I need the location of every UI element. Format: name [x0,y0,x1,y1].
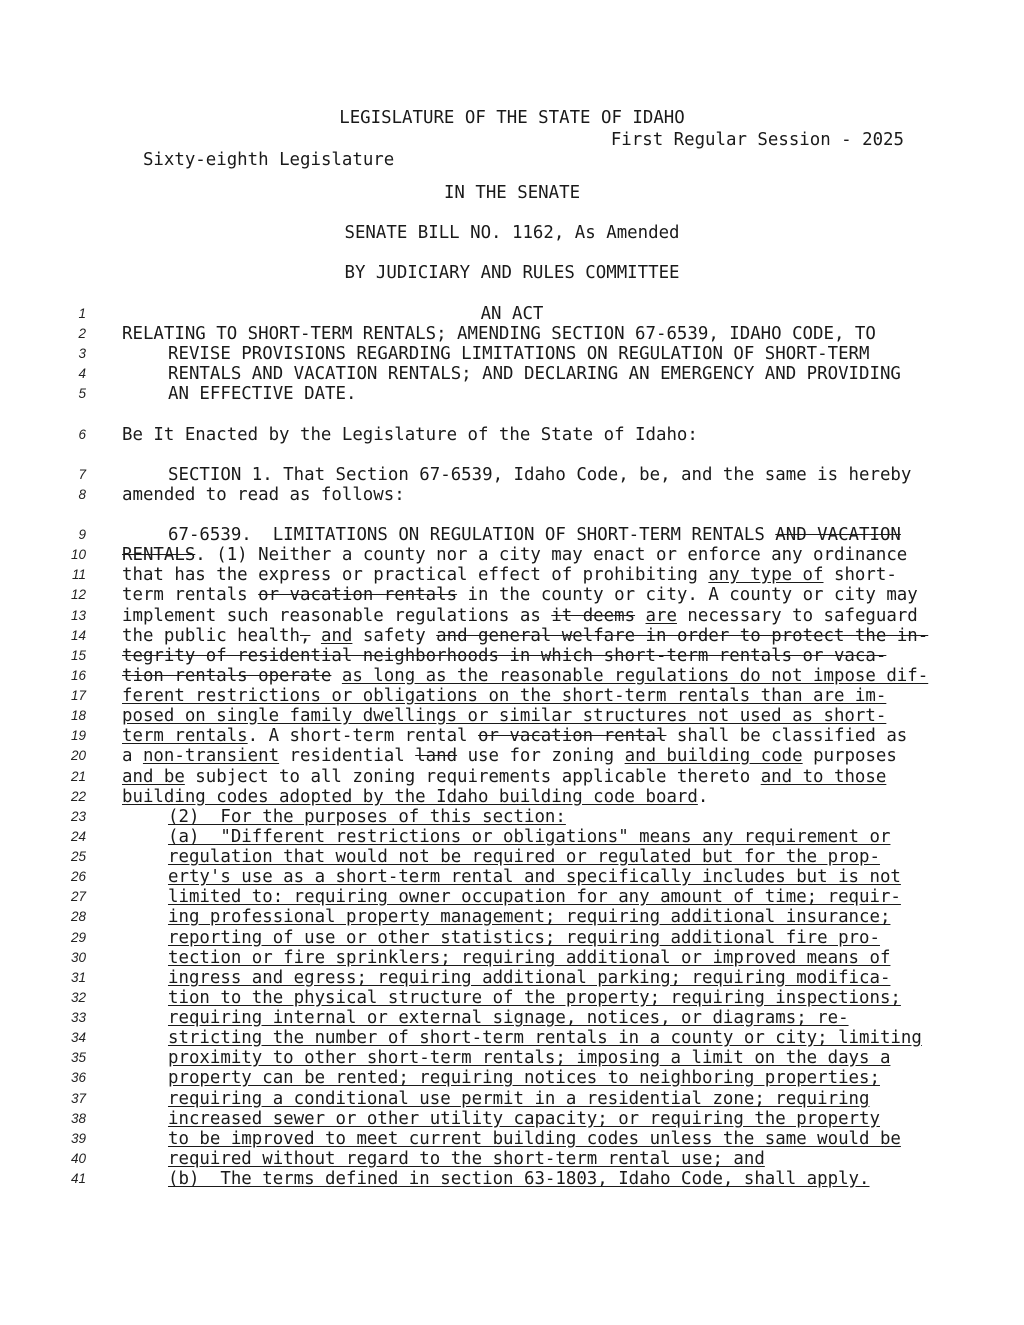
line-number: 36 [70,1070,86,1085]
text-line [168,1149,765,1169]
line-number: 40 [70,1151,86,1166]
text-span: short- [823,565,897,585]
inserted-text: proximity to other short-term rentals; imposing a limit on the days a [168,1048,891,1068]
text-line [122,686,886,706]
text-line [168,1129,901,1149]
text-line [168,1008,849,1028]
title-line: AN EFFECTIVE DATE. [168,384,357,404]
line-number: 14 [70,628,86,643]
line-number: 35 [70,1050,86,1065]
inserted-text: tion to the physical structure of the property; requiring inspections; [168,988,901,1008]
text-span: that has the express or practical effect of prohibiting [122,565,709,585]
inserted-text: any type of [708,565,824,585]
text-line [168,988,901,1008]
line-number: 24 [70,829,86,844]
inserted-text: requiring a conditional use permit in a residential zone; requiring [168,1089,870,1109]
line-number: 9 [78,527,86,542]
line-number: 21 [70,769,86,784]
inserted-text: are [645,606,677,626]
inserted-text: and be [122,767,185,787]
section-heading: SECTION 1. That Section 67-6539, Idaho Code, be, and the same is hereby [168,465,912,485]
text-line [168,525,901,545]
line-number: 37 [70,1091,86,1106]
line-number: 16 [70,668,86,683]
deleted-text: and general welfare in order to protect the in- [436,626,929,646]
inserted-text: ing professional property management; requiring additional insurance; [168,907,891,927]
line-number: 29 [70,930,86,945]
text-line [122,726,907,746]
line-number: 27 [70,889,86,904]
text-line [168,907,890,927]
enacting-clause: Be It Enacted by the Legislature of the State of Idaho: [122,425,698,445]
line-number: 10 [70,547,86,562]
inserted-text: (b) The terms defined in section 63-1803, Idaho Code, shall apply. [168,1169,870,1189]
text-line [168,928,880,948]
text-line [122,565,897,585]
text-span: residential [279,746,416,766]
line-number: 6 [78,427,86,442]
inserted-text: required without regard to the short-term rental use; and [168,1149,765,1169]
deleted-text: tegrity of residential neighborhoods in which short-term rentals or vaca- [122,646,887,666]
line-number: 28 [70,909,86,924]
line-number: 11 [71,567,86,582]
text-span: a [122,746,143,766]
text-span: use for zoning [457,746,625,766]
text-line [168,1109,880,1129]
line-number: 23 [70,809,86,824]
inserted-text: erty's use as a short-term rental and specifically includes but is not [168,867,901,887]
session-label: First Regular Session - 2025 [610,130,904,150]
inserted-text: as long as the reasonable regulations do not impose dif- [341,666,929,686]
legislature-title: LEGISLATURE OF THE STATE OF IDAHO [339,108,685,128]
inserted-text: ferent restrictions or obligations on the short-term rentals than are im- [122,686,887,706]
inserted-text: reporting of use or other statistics; requiring additional fire pro- [168,928,880,948]
line-number: 15 [70,648,86,663]
deleted-text: RENTALS [122,545,196,565]
text-line [168,968,890,988]
title-line: RELATING TO SHORT-TERM RENTALS; AMENDING SECTION 67-6539, IDAHO CODE, TO [122,324,876,344]
text-span: safety [352,626,437,646]
text-line [122,585,918,605]
deleted-text: it deems [551,606,636,626]
inserted-text: and building code [624,746,803,766]
text-line [122,626,928,646]
deleted-text: AND VACATION [775,525,901,545]
text-span [310,626,320,646]
line-number: 4 [78,366,86,381]
text-line: amended to read as follows: [122,485,405,505]
line-number: 8 [78,487,86,502]
line-number: 7 [78,467,86,482]
text-span: implement such reasonable regulations as [122,606,552,626]
line-number: 31 [70,970,86,985]
text-line [122,666,928,686]
text-line [168,827,890,847]
line-number: 30 [70,950,86,965]
text-line [122,767,886,787]
text-line [168,867,901,887]
text-line [122,787,708,807]
inserted-text: stricting the number of short-term rentals in a county or city; limiting [168,1028,922,1048]
line-number: 5 [78,386,86,401]
line-number: 18 [70,708,86,723]
text-span: the public health [122,626,300,646]
text-line [168,847,880,867]
act-heading: AN ACT [480,304,544,324]
line-number: 26 [70,869,86,884]
line-number: 32 [70,990,86,1005]
title-line: REVISE PROVISIONS REGARDING LIMITATIONS ON REGULATION OF SHORT-TERM [168,344,870,364]
line-number: 19 [70,728,86,743]
line-number: 12 [70,587,86,602]
text-line [168,1089,870,1109]
text-line [168,948,890,968]
text-span [331,666,341,686]
deleted-text: land [415,746,458,766]
title-line: RENTALS AND VACATION RENTALS; AND DECLARING AN EMERGENCY AND PROVIDING [168,364,901,384]
text-span [635,606,645,626]
text-line [168,1169,870,1189]
inserted-text: property can be rented; requiring notices to neighboring properties; [168,1068,880,1088]
text-span: purposes [802,746,897,766]
inserted-text: posed on single family dwellings or similar structures not used as short- [122,706,887,726]
legislature-number: Sixty-eighth Legislature [142,150,395,170]
deleted-text: tion rentals operate [122,666,332,686]
inserted-text: limited to: requiring owner occupation for any amount of time; requir- [168,887,901,907]
text-line [122,545,907,565]
inserted-text: tection or fire sprinklers; requiring additional or improved means of [168,948,891,968]
line-number: 3 [78,346,86,361]
line-number: 33 [70,1010,86,1025]
text-span: . (1) Neither a county nor a city may enact or enforce any ordinance [195,545,908,565]
committee-heading: BY JUDICIARY AND RULES COMMITTEE [344,263,680,283]
deleted-text: or vacation rentals [258,585,458,605]
inserted-text: (a) "Different restrictions or obligations" means any requirement or [168,827,891,847]
text-line [122,746,897,766]
line-number: 25 [70,849,86,864]
line-number: 22 [70,789,86,804]
text-span: subject to all zoning requirements applicable thereto [184,767,761,787]
line-number: 20 [70,748,86,763]
inserted-text: and [320,626,353,646]
line-number: 34 [70,1030,86,1045]
chamber-heading: IN THE SENATE [443,183,581,203]
inserted-text: non-transient [142,746,280,766]
text-line [122,706,886,726]
text-line [168,887,901,907]
text-span: . [697,787,709,807]
inserted-text: regulation that would not be required or regulated but for the prop- [168,847,880,867]
inserted-text: ingress and egress; requiring additional parking; requiring modifica- [168,968,891,988]
text-span: in the county or city. A county or city may [457,585,918,605]
text-line [168,1068,880,1088]
line-number: 39 [70,1131,86,1146]
text-span: term rentals [122,585,259,605]
inserted-text: to be improved to meet current building codes unless the same would be [168,1129,901,1149]
inserted-text: building codes adopted by the Idaho building code board [122,787,698,807]
section-caption: 67-6539. LIMITATIONS ON REGULATION OF SHORT-TERM RENTALS [168,525,776,545]
inserted-text: term rentals [122,726,248,746]
text-line [122,646,886,666]
text-line [168,807,566,827]
inserted-text: requiring internal or external signage, notices, or diagrams; re- [168,1008,849,1028]
text-line [168,1028,922,1048]
line-number: 17 [70,688,86,703]
line-number: 41 [70,1171,86,1186]
text-line [168,1048,890,1068]
text-line [122,606,918,626]
session-row [122,130,904,190]
line-number: 13 [70,608,86,623]
text-span: . A short-term rental [247,726,478,746]
text-span: shall be classified as [666,726,908,746]
text-span: necessary to safeguard [676,606,918,626]
inserted-text: increased sewer or other utility capacity; or requiring the property [168,1109,880,1129]
deleted-text: or vacation rental [477,726,667,746]
bill-title: SENATE BILL NO. 1162, As Amended [344,223,680,243]
inserted-text: and to those [760,767,887,787]
line-number: 1 [78,306,86,321]
line-number: 2 [78,326,86,341]
deleted-text: , [300,626,311,646]
inserted-text: (2) For the purposes of this section: [168,807,566,827]
line-number: 38 [70,1111,86,1126]
